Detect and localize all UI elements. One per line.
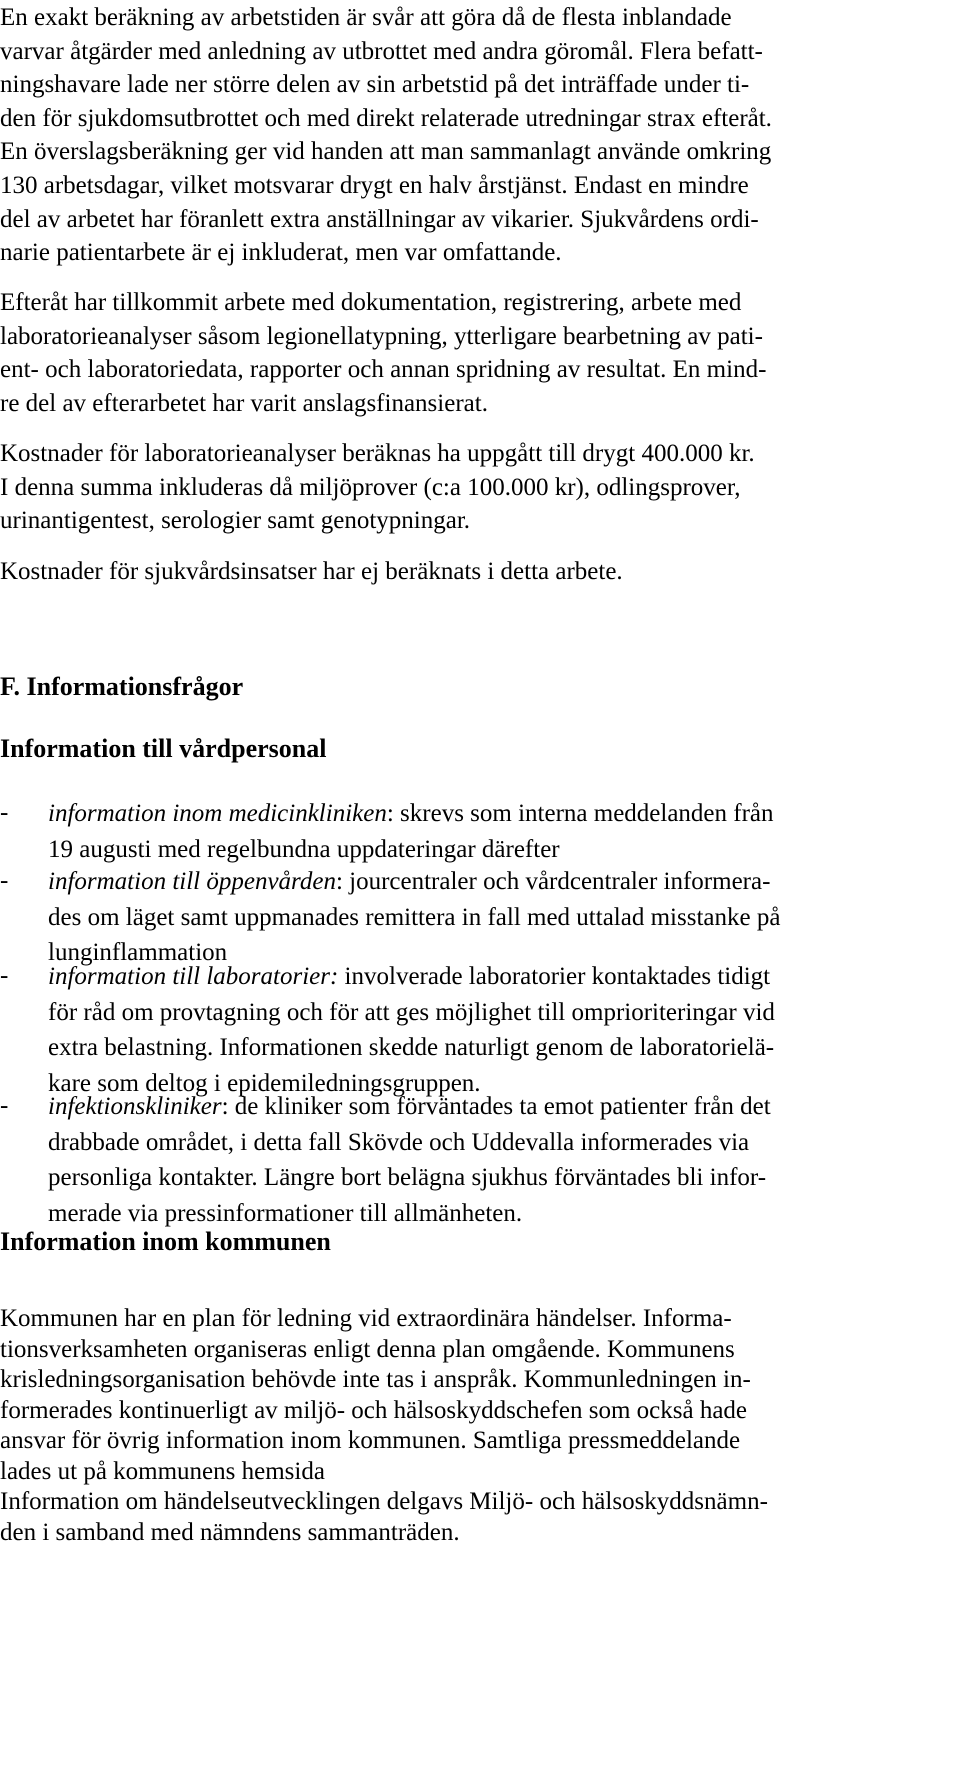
text-line: des om läget samt uppmanades remittera in fall med uttalad misstanke på	[48, 903, 781, 931]
list-dash: -	[0, 962, 9, 989]
text-line: drabbade området, i detta fall Skövde och Uddevalla informerades via	[48, 1128, 750, 1156]
list-item-text: involverade laboratorier kontaktades tidigt	[338, 963, 771, 990]
list-item-first-line	[48, 796, 948, 832]
text-line: tionsverksamheten organiseras enligt denna plan omgående. Kommunens	[0, 1335, 735, 1363]
list-dash: -	[0, 867, 9, 894]
text-line: urinantigentest, serologier samt genotypningar.	[0, 507, 471, 535]
paragraph-efterarbete	[0, 286, 960, 420]
text-line: Kommunen har en plan för ledning vid extraordinära händelser. Informa-	[0, 1305, 732, 1332]
text-line: lades ut på kommunens hemsida	[0, 1457, 325, 1485]
text-line: merade via pressinformationer till allmänheten.	[48, 1199, 523, 1227]
text-line: En överslagsberäkning ger vid handen att man sammanlagt använde omkring	[0, 138, 772, 166]
text-line: En exakt beräkning av arbetstiden är svår att göra då de flesta inblandade	[0, 4, 732, 31]
list-item-first-line	[48, 864, 948, 900]
text-line: den i samband med nämndens sammanträden.	[0, 1518, 460, 1546]
list-dash: -	[0, 1092, 9, 1119]
subsection-heading-kommunen: Information inom kommunen	[0, 1227, 331, 1256]
paragraph-laboratoriekostnader	[0, 437, 960, 538]
list-item-text: : skrevs som interna meddelanden från	[386, 800, 774, 827]
text-line: Kostnader för sjukvårdsinsatser har ej beräknats i detta arbete.	[0, 558, 623, 585]
text-line: Efteråt har tillkommit arbete med dokumentation, registrering, arbete med	[0, 289, 742, 316]
list-dash: -	[0, 799, 9, 826]
section-heading: F. Informationsfrågor	[0, 672, 244, 701]
text-line: re del av efterarbetet har varit anslagsfinansierat.	[0, 389, 488, 417]
text-line: personliga kontakter. Längre bort belägna sjukhus förväntades bli infor-	[48, 1164, 767, 1191]
text-line: krisledningsorganisation behövde inte tas i anspråk. Kommunledningen in-	[0, 1366, 751, 1393]
list-item-first-line	[48, 959, 948, 995]
list-item-term: infektionskliniker	[48, 1093, 222, 1120]
text-line: formerades kontinuerligt av miljö- och hälsoskyddschefen som också hade	[0, 1396, 748, 1424]
text-line: varvar åtgärder med anledning av utbrottet med andra göromål. Flera befatt-	[0, 37, 763, 65]
text-line: I denna summa inkluderas då miljöprover (c:a 100.000 kr), odlingsprover,	[0, 473, 741, 501]
list-item-text: : de kliniker som förväntades ta emot patienter från det	[221, 1093, 771, 1120]
text-line: narie patientarbete är ej inkluderat, men var omfattande.	[0, 239, 562, 267]
paragraph-arbetstid	[0, 1, 960, 270]
text-line: för råd om provtagning och för att ges möjlighet till omprioriteringar vid	[48, 998, 775, 1026]
text-line: 19 augusti med regelbundna uppdateringar därefter	[48, 835, 560, 863]
text-line: kare som deltog i epidemiledningsgruppen.	[48, 1069, 481, 1097]
text-line: extra belastning. Informationen skedde naturligt genom de laboratorielä-	[48, 1034, 775, 1061]
paragraph-sjukvardskostnader	[0, 555, 960, 589]
text-line: del av arbetet har föranlett extra anställningar av vikarier. Sjukvårdens ordi-	[0, 205, 759, 233]
text-line: ningshavare lade ner större delen av sin arbetstid på det inträffade under ti-	[0, 71, 750, 99]
list-item-term: information till laboratorier:	[48, 963, 339, 990]
text-line: Information om händelseutvecklingen delgavs Miljö- och hälsoskyddsnämn-	[0, 1488, 768, 1515]
list-item-term: information till öppenvården	[48, 868, 336, 895]
list-item-text: : jourcentraler och vårdcentraler informera-	[335, 868, 771, 895]
text-line: lunginflammation	[48, 939, 228, 966]
list-item-term: information inom medicinkliniken	[48, 800, 387, 827]
text-line: laboratorieanalyser såsom legionellatypning, ytterligare bearbetning av pati-	[0, 322, 763, 350]
list-item-first-line	[48, 1089, 948, 1125]
text-line: Kostnader för laboratorieanalyser beräknas ha uppgått till drygt 400.000 kr.	[0, 440, 755, 467]
paragraph-kommunen	[0, 1304, 960, 1548]
subsection-heading-vardpersonal: Information till vårdpersonal	[0, 734, 327, 763]
text-line: ansvar för övrig information inom kommunen. Samtliga pressmeddelande	[0, 1427, 741, 1454]
text-line: ent- och laboratoriedata, rapporter och annan spridning av resultat. En mind-	[0, 356, 767, 384]
text-line: den för sjukdomsutbrottet och med direkt relaterade utredningar strax efteråt.	[0, 104, 772, 132]
text-line: 130 arbetsdagar, vilket motsvarar drygt en halv årstjänst. Endast en mindre	[0, 171, 749, 199]
